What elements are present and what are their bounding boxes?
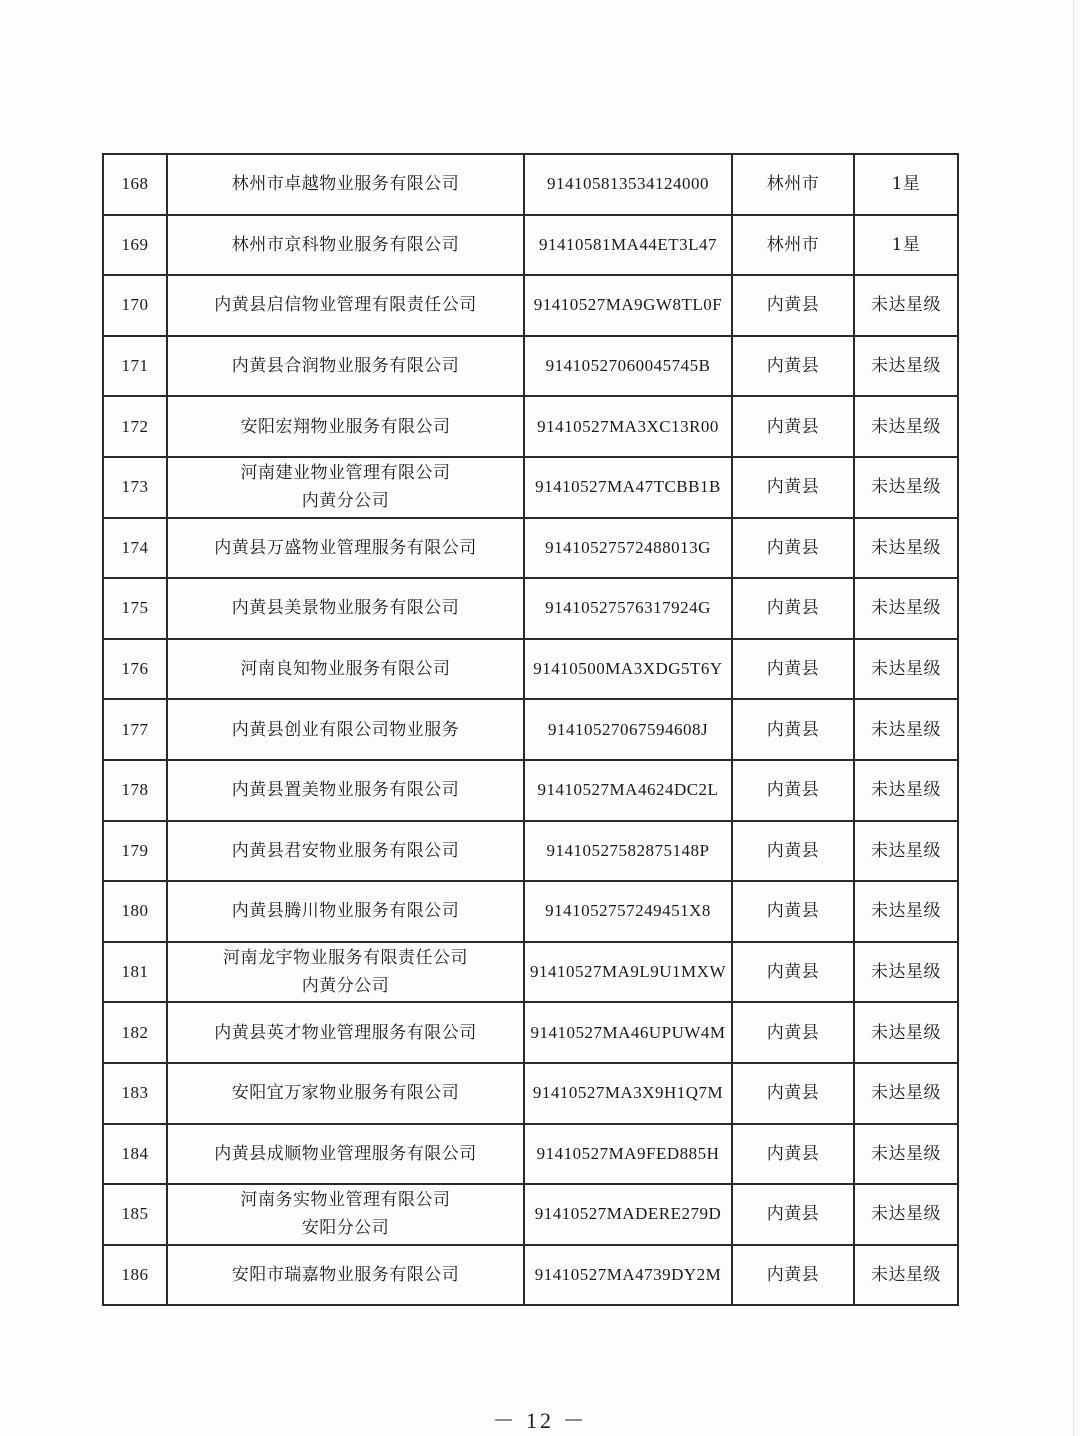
company-name-cell xyxy=(167,942,524,1003)
credit-code-cell: 91410527MA46UPUW4M xyxy=(524,1002,732,1063)
company-name-line: 林州市卓越物业服务有限公司 xyxy=(231,174,460,195)
table-row xyxy=(103,1184,958,1245)
credit-code-cell: 91410527582875148P xyxy=(524,821,732,882)
table-row xyxy=(103,336,958,397)
credit-code-cell: 91410527MA9L9U1MXW xyxy=(524,942,732,1003)
table-row xyxy=(103,1002,958,1063)
property-company-table xyxy=(102,153,959,1306)
serial-number-cell: 179 xyxy=(103,821,167,882)
table-row xyxy=(103,457,958,518)
table-row xyxy=(103,1124,958,1185)
region-cell: 内黄县 xyxy=(732,942,854,1003)
region-cell: 内黄县 xyxy=(732,1124,854,1185)
company-name-cell xyxy=(167,215,524,276)
star-level-cell: 未达星级 xyxy=(854,821,958,882)
star-level-cell: 未达星级 xyxy=(854,1245,958,1306)
company-name-cell xyxy=(167,336,524,397)
region-cell: 内黄县 xyxy=(732,1002,854,1063)
serial-number-cell: 174 xyxy=(103,518,167,579)
serial-number-cell: 175 xyxy=(103,578,167,639)
company-name-line: 河南建业物业管理有限公司 xyxy=(240,463,451,484)
credit-code-cell: 91410527MA3XC13R00 xyxy=(524,396,732,457)
company-name-cell xyxy=(167,1124,524,1185)
table-row xyxy=(103,518,958,579)
star-level-cell: 未达星级 xyxy=(854,639,958,700)
company-name-cell xyxy=(167,396,524,457)
company-name-cell xyxy=(167,821,524,882)
page-edge-line xyxy=(1073,0,1074,1436)
serial-number-cell: 176 xyxy=(103,639,167,700)
table-row xyxy=(103,154,958,215)
company-name-line: 河南龙宇物业服务有限责任公司 xyxy=(223,948,468,969)
company-name-line: 河南务实物业管理有限公司 xyxy=(240,1190,451,1211)
table-row xyxy=(103,275,958,336)
credit-code-cell: 91410527067594608J xyxy=(524,699,732,760)
serial-number-cell: 178 xyxy=(103,760,167,821)
company-name-cell xyxy=(167,457,524,518)
table-row xyxy=(103,1063,958,1124)
credit-code-cell: 91410527MADERE279D xyxy=(524,1184,732,1245)
company-name-cell xyxy=(167,154,524,215)
star-level-cell: 未达星级 xyxy=(854,942,958,1003)
star-level-cell: 未达星级 xyxy=(854,1124,958,1185)
table-row xyxy=(103,699,958,760)
company-name-line: 内黄县成顺物业管理服务有限公司 xyxy=(214,1143,477,1164)
company-name-line: 林州市京科物业服务有限公司 xyxy=(231,234,460,255)
star-level-cell: 未达星级 xyxy=(854,578,958,639)
table-row xyxy=(103,215,958,276)
region-cell: 内黄县 xyxy=(732,639,854,700)
company-name-line: 河南良知物业服务有限公司 xyxy=(240,659,451,680)
credit-code-cell: 91410527MA4739DY2M xyxy=(524,1245,732,1306)
credit-code-cell: 91410527MA3X9H1Q7M xyxy=(524,1063,732,1124)
region-cell: 内黄县 xyxy=(732,336,854,397)
company-name-line: 安阳宜万家物业服务有限公司 xyxy=(231,1083,460,1104)
star-level-cell: 未达星级 xyxy=(854,1002,958,1063)
region-cell: 内黄县 xyxy=(732,760,854,821)
company-name-line: 内黄县腾川物业服务有限公司 xyxy=(231,901,460,922)
table-row xyxy=(103,578,958,639)
star-level-cell: 未达星级 xyxy=(854,396,958,457)
company-name-cell xyxy=(167,1245,524,1306)
table-body xyxy=(103,154,958,1305)
region-cell: 林州市 xyxy=(732,215,854,276)
table-row xyxy=(103,760,958,821)
company-name-line: 安阳市瑞嘉物业服务有限公司 xyxy=(231,1264,460,1285)
credit-code-cell: 914105813534124000 xyxy=(524,154,732,215)
company-name-cell xyxy=(167,1184,524,1245)
company-name-line: 内黄县创业有限公司物业服务 xyxy=(231,719,460,740)
region-cell: 内黄县 xyxy=(732,518,854,579)
credit-code-cell: 91410527MA4624DC2L xyxy=(524,760,732,821)
company-name-cell xyxy=(167,1063,524,1124)
region-cell: 内黄县 xyxy=(732,1245,854,1306)
credit-code-cell: 91410527576317924G xyxy=(524,578,732,639)
star-level-cell: 未达星级 xyxy=(854,699,958,760)
company-name-cell xyxy=(167,760,524,821)
serial-number-cell: 182 xyxy=(103,1002,167,1063)
company-name-line: 内黄分公司 xyxy=(301,491,390,512)
company-name-line: 安阳宏翔物业服务有限公司 xyxy=(240,416,451,437)
region-cell: 内黄县 xyxy=(732,396,854,457)
star-level-cell: 未达星级 xyxy=(854,881,958,942)
serial-number-cell: 181 xyxy=(103,942,167,1003)
region-cell: 内黄县 xyxy=(732,578,854,639)
serial-number-cell: 184 xyxy=(103,1124,167,1185)
serial-number-cell: 168 xyxy=(103,154,167,215)
credit-code-cell: 91410527MA9FED885H xyxy=(524,1124,732,1185)
region-cell: 内黄县 xyxy=(732,699,854,760)
star-level-cell: 未达星级 xyxy=(854,275,958,336)
table-row xyxy=(103,821,958,882)
company-name-line: 安阳分公司 xyxy=(301,1218,390,1239)
table-row xyxy=(103,942,958,1003)
page-number: － 12 － xyxy=(492,1408,588,1433)
star-level-cell: 未达星级 xyxy=(854,1184,958,1245)
serial-number-cell: 169 xyxy=(103,215,167,276)
serial-number-cell: 177 xyxy=(103,699,167,760)
credit-code-cell: 91410527MA47TCBB1B xyxy=(524,457,732,518)
region-cell: 内黄县 xyxy=(732,821,854,882)
company-name-cell xyxy=(167,275,524,336)
company-name-cell xyxy=(167,881,524,942)
star-level-cell: 未达星级 xyxy=(854,457,958,518)
table-row xyxy=(103,396,958,457)
company-name-line: 内黄县君安物业服务有限公司 xyxy=(231,840,460,861)
region-cell: 林州市 xyxy=(732,154,854,215)
company-name-line: 内黄县置美物业服务有限公司 xyxy=(231,780,460,801)
star-level-cell: 1星 xyxy=(854,215,958,276)
serial-number-cell: 183 xyxy=(103,1063,167,1124)
company-name-line: 内黄县启信物业管理有限责任公司 xyxy=(214,295,477,316)
region-cell: 内黄县 xyxy=(732,881,854,942)
table-row xyxy=(103,881,958,942)
star-level-cell: 未达星级 xyxy=(854,760,958,821)
region-cell: 内黄县 xyxy=(732,275,854,336)
serial-number-cell: 186 xyxy=(103,1245,167,1306)
credit-code-cell: 91410527572488013G xyxy=(524,518,732,579)
star-level-cell: 未达星级 xyxy=(854,1063,958,1124)
serial-number-cell: 172 xyxy=(103,396,167,457)
star-level-cell: 1星 xyxy=(854,154,958,215)
company-name-cell xyxy=(167,518,524,579)
company-name-cell xyxy=(167,578,524,639)
table-row xyxy=(103,1245,958,1306)
company-name-cell xyxy=(167,699,524,760)
credit-code-cell: 91410500MA3XDG5T6Y xyxy=(524,639,732,700)
table-row xyxy=(103,639,958,700)
region-cell: 内黄县 xyxy=(732,457,854,518)
serial-number-cell: 173 xyxy=(103,457,167,518)
company-name-cell xyxy=(167,1002,524,1063)
company-name-line: 内黄县英才物业管理服务有限公司 xyxy=(214,1022,477,1043)
company-name-line: 内黄县万盛物业管理服务有限公司 xyxy=(214,537,477,558)
credit-code-cell: 91410527MA9GW8TL0F xyxy=(524,275,732,336)
company-name-line: 内黄分公司 xyxy=(301,976,390,997)
serial-number-cell: 170 xyxy=(103,275,167,336)
credit-code-cell: 91410581MA44ET3L47 xyxy=(524,215,732,276)
credit-code-cell: 91410527060045745B xyxy=(524,336,732,397)
serial-number-cell: 180 xyxy=(103,881,167,942)
serial-number-cell: 185 xyxy=(103,1184,167,1245)
company-name-line: 内黄县合润物业服务有限公司 xyxy=(231,356,460,377)
region-cell: 内黄县 xyxy=(732,1063,854,1124)
star-level-cell: 未达星级 xyxy=(854,336,958,397)
serial-number-cell: 171 xyxy=(103,336,167,397)
company-name-cell xyxy=(167,639,524,700)
star-level-cell: 未达星级 xyxy=(854,518,958,579)
company-name-line: 内黄县美景物业服务有限公司 xyxy=(231,598,460,619)
credit-code-cell: 9141052757249451X8 xyxy=(524,881,732,942)
region-cell: 内黄县 xyxy=(732,1184,854,1245)
